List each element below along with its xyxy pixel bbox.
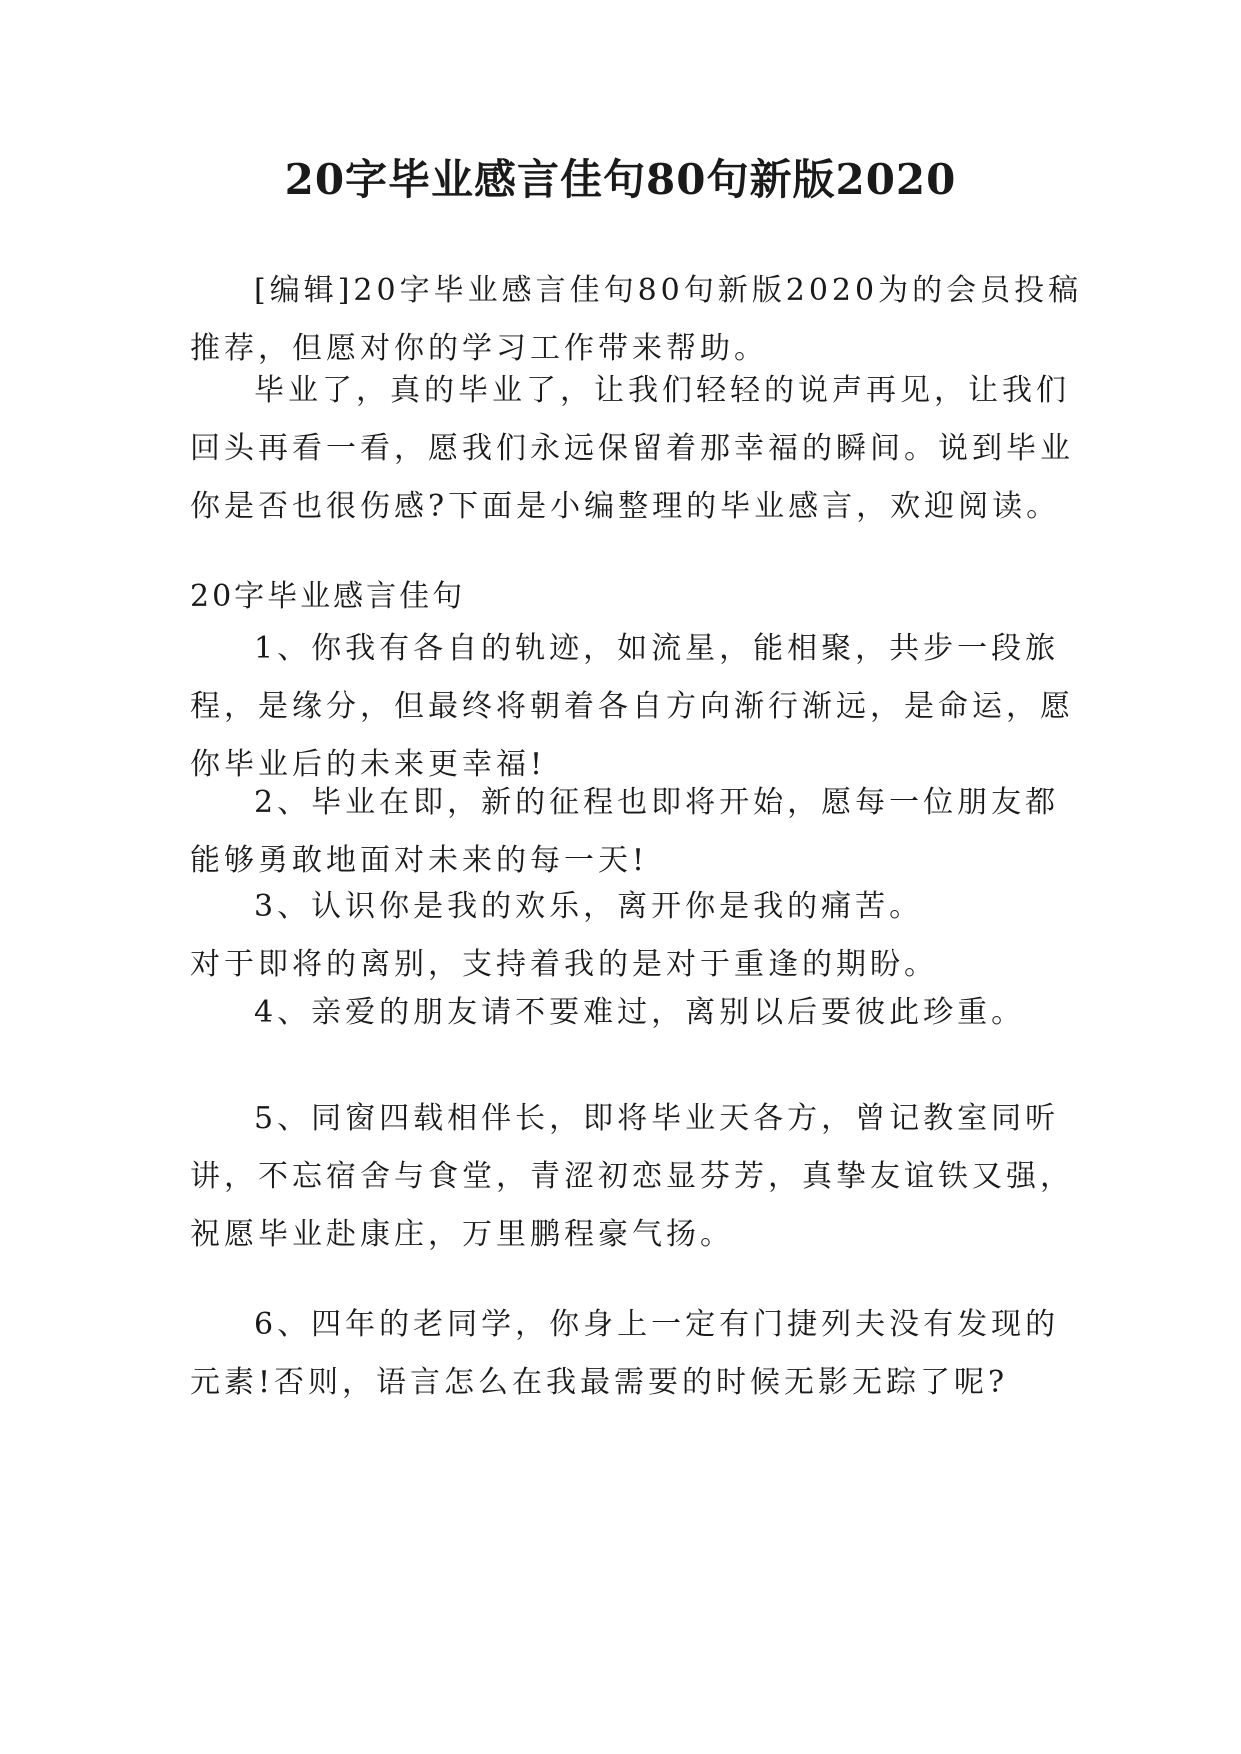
item-3-line-1: 3、认识你是我的欢乐，离开你是我的痛苦。: [254, 889, 924, 924]
section-heading: 20字毕业感言佳句: [190, 579, 466, 614]
item-4-line-1: 4、亲爱的朋友请不要难过，离别以后要彼此珍重。: [254, 995, 1026, 1030]
item-3-line-2: 对于即将的离别，支持着我的是对于重逢的期盼。: [190, 947, 938, 982]
item-6-line-2: 元素!否则，语言怎么在我最需要的时候无影无踪了呢?: [190, 1365, 1009, 1400]
list-item: [190, 1296, 1060, 1412]
item-6-line-1: 6、四年的老同学，你身上一定有门捷列夫没有发现的: [254, 1307, 1060, 1342]
item-1-line-1: 1、你我有各自的轨迹，如流星，能相聚，共步一段旅: [254, 631, 1060, 666]
list-item: [190, 774, 1060, 890]
item-1-line-2: 程，是缘分，但最终将朝着各自方向渐行渐远，是命运，愿: [190, 689, 1074, 724]
list-item: [190, 620, 1074, 794]
lead-line-1: 毕业了，真的毕业了，让我们轻轻的说声再见，让我们: [254, 373, 1070, 408]
lead-line-3: 你是否也很伤感?下面是小编整理的毕业感言，欢迎阅读。: [190, 489, 1061, 524]
item-5-line-3: 祝愿毕业赴康庄，万里鹏程豪气扬。: [190, 1217, 734, 1252]
lead-paragraph: [190, 362, 1074, 536]
item-5-line-2: 讲，不忘宿舍与食堂，青涩初恋显芬芳，真挚友谊铁又强，: [190, 1159, 1074, 1194]
intro-line-2: 推荐，但愿对你的学习工作带来帮助。: [190, 331, 768, 366]
list-item: [190, 1090, 1074, 1264]
list-item: [190, 984, 1050, 1042]
intro-line-1: [编辑]20字毕业感言佳句80句新版2020为的会员投稿: [254, 273, 1083, 308]
document-title: 20字毕业感言佳句80句新版2020: [284, 155, 957, 204]
item-2-line-1: 2、毕业在即，新的征程也即将开始，愿每一位朋友都: [254, 785, 1060, 820]
intro-paragraph: [190, 262, 1083, 378]
lead-line-2: 回头再看一看，愿我们永远保留着那幸福的瞬间。说到毕业: [190, 431, 1074, 466]
list-item: [190, 878, 1050, 994]
item-1-line-3: 你毕业后的未来更幸福!: [190, 747, 547, 782]
item-5-line-1: 5、同窗四载相伴长，即将毕业天各方，曾记教室同听: [254, 1101, 1060, 1136]
item-2-line-2: 能够勇敢地面对未来的每一天!: [190, 843, 649, 878]
